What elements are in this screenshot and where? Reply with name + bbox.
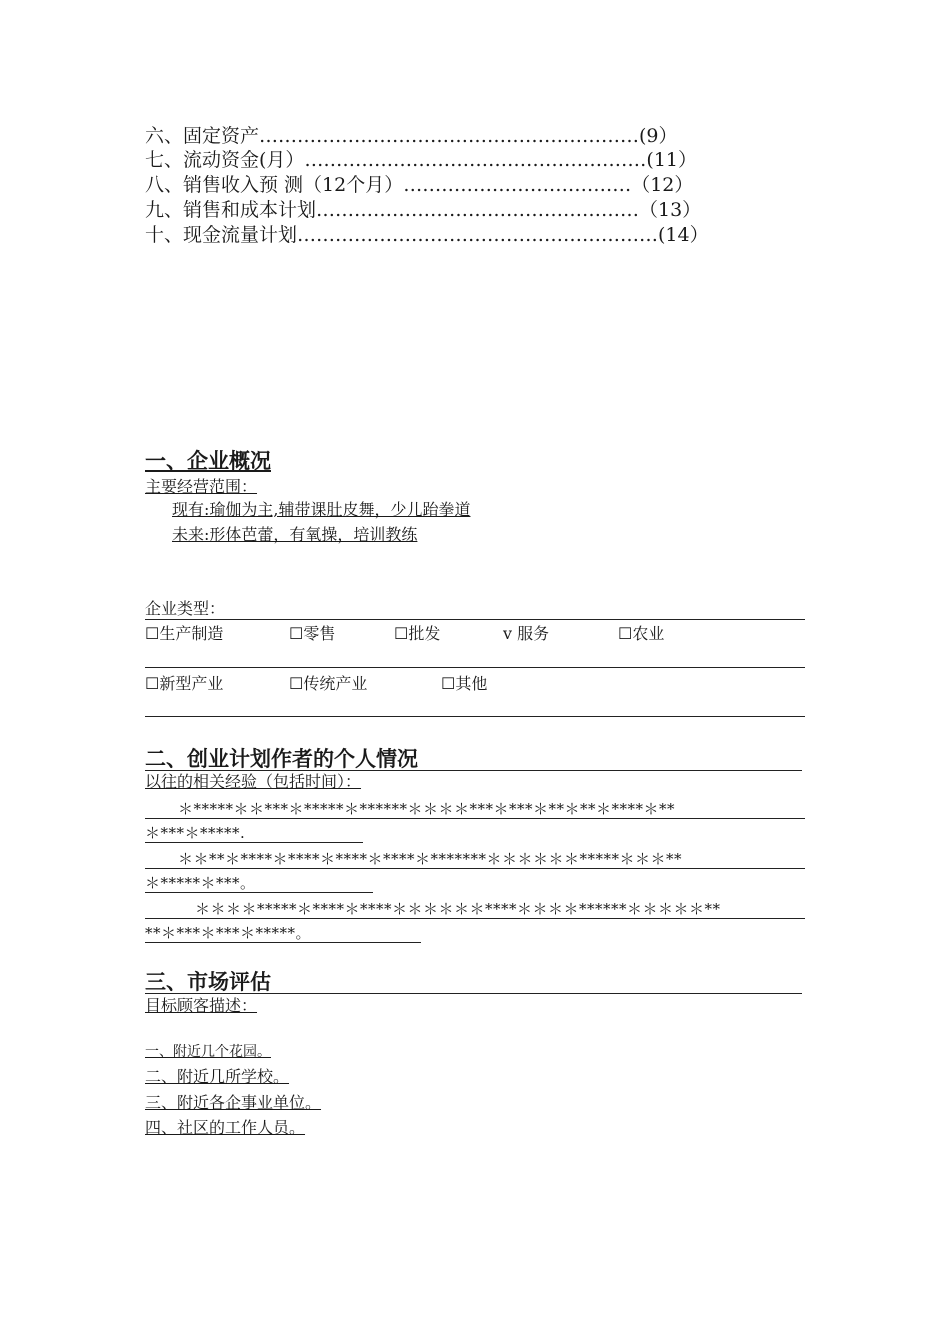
experience-p2-line1: ＊＊**＊****＊****＊****＊****＊*******＊＊＊＊＊＊*****＊＊＊** bbox=[178, 850, 683, 868]
title-underline bbox=[145, 993, 802, 994]
type-wholesale[interactable]: ☐批发 bbox=[394, 624, 441, 643]
toc-line-6: 六、固定资产……………………………………………………(9） bbox=[145, 125, 678, 147]
underline bbox=[145, 892, 373, 893]
experience-p2-line2: ＊*****＊***。 bbox=[145, 874, 256, 892]
underline bbox=[145, 842, 363, 843]
divider bbox=[145, 619, 805, 620]
toc-line-9: 九、销售和成本计划……………………………………………（13） bbox=[145, 199, 702, 221]
type-agriculture[interactable]: ☐农业 bbox=[618, 624, 665, 643]
target-item-2: 二、附近几所学校。 bbox=[145, 1067, 290, 1086]
type-label: 企业类型： bbox=[145, 599, 226, 618]
toc-line-7: 七、流动资金(月）………………………………………………(11） bbox=[145, 149, 698, 171]
underline bbox=[145, 942, 421, 943]
toc-line-8: 八、销售收入预 测（12个月）………………………………（12） bbox=[145, 174, 694, 196]
scope-current: 现有:瑜伽为主,辅带课肚皮舞，少儿跆拳道 bbox=[172, 500, 471, 519]
experience-p3-line2: **＊***＊***＊*****。 bbox=[145, 924, 312, 942]
underline bbox=[145, 818, 805, 819]
type-retail[interactable]: ☐零售 bbox=[289, 624, 336, 643]
toc-line-10: 十、现金流量计划…………………………………………………(14） bbox=[145, 224, 709, 246]
target-label: 目标顾客描述： bbox=[145, 996, 258, 1015]
experience-p3-line1: ＊＊＊＊*****＊****＊****＊＊＊＊＊＊****＊＊＊＊******＊＊＊＊＊** bbox=[195, 900, 721, 918]
scope-label: 主要经营范围： bbox=[145, 477, 258, 496]
underline bbox=[145, 868, 805, 869]
section2-title: 二、创业计划作者的个人情况 bbox=[145, 747, 418, 771]
target-item-1: 一、附近几个花园。 bbox=[145, 1044, 271, 1060]
divider bbox=[145, 667, 805, 668]
type-other[interactable]: ☐其他 bbox=[441, 674, 488, 693]
type-new-industry[interactable]: ☐新型产业 bbox=[145, 674, 224, 693]
target-item-3: 三、附近各企事业单位。 bbox=[145, 1093, 322, 1112]
section1-title: 一、企业概况 bbox=[145, 449, 271, 473]
underline bbox=[145, 918, 805, 919]
experience-p1-line2: ＊***＊*****. bbox=[145, 824, 246, 842]
type-manufacturing[interactable]: ☐生产制造 bbox=[145, 624, 224, 643]
type-service[interactable]: v 服务 bbox=[503, 624, 550, 643]
experience-label: 以往的相关经验（包括时间）： bbox=[145, 772, 362, 791]
type-traditional-industry[interactable]: ☐传统产业 bbox=[289, 674, 368, 693]
scope-future: 未来:形体芭蕾，有氧操，培训教练 bbox=[172, 525, 418, 544]
section3-title: 三、市场评估 bbox=[145, 970, 271, 994]
target-item-4: 四、社区的工作人员。 bbox=[145, 1118, 306, 1137]
experience-p1-line1: ＊*****＊＊***＊*****＊******＊＊＊＊***＊***＊**＊**＊****＊** bbox=[178, 800, 676, 818]
divider bbox=[145, 716, 805, 717]
